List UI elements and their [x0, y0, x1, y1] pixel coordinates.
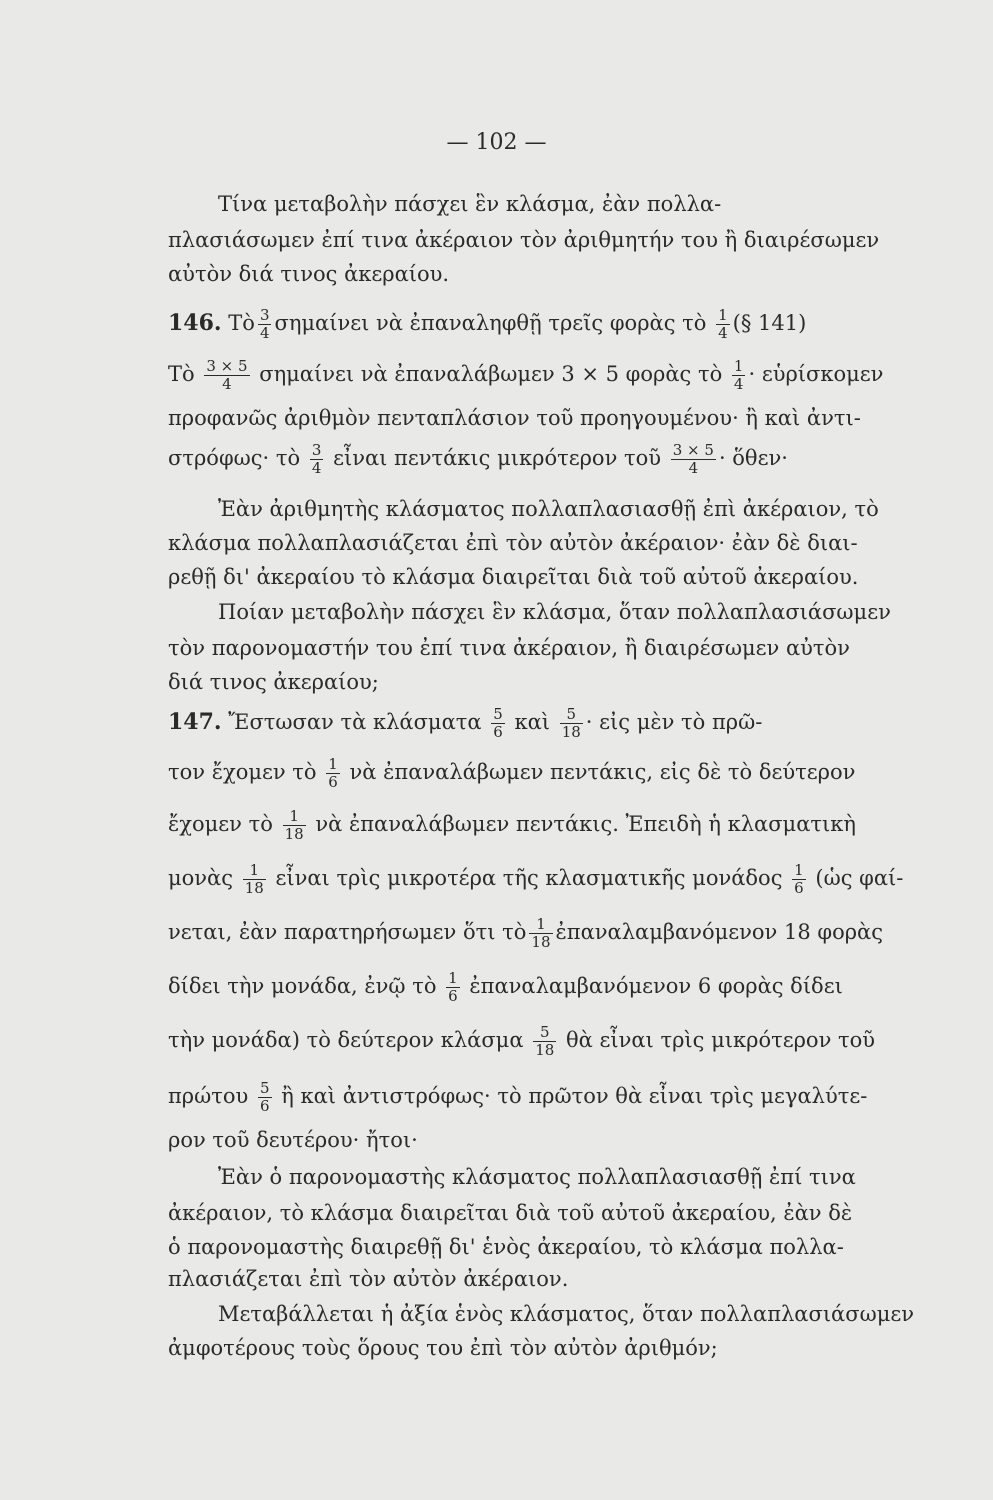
fraction [560, 706, 583, 741]
text-line [168, 1126, 880, 1154]
question-line [168, 634, 880, 662]
denominator: 4 [733, 375, 744, 393]
section-147-line [168, 706, 880, 741]
text: ἢ καὶ ἀντιστρόφως· τὸ πρῶτον θὰ εἶναι τρὶς μεγαλύτε- [281, 1084, 868, 1108]
text: Τὸ [228, 311, 255, 335]
denominator: 4 [671, 459, 716, 477]
numerator: 5 [260, 1079, 270, 1097]
numerator: 3 [311, 441, 322, 459]
question-line [168, 598, 930, 626]
text: πλασιάσωμεν ἐπί τινα ἀκέραιον τὸν ἀριθμητήν του ἢ διαιρέσωμεν [168, 228, 880, 252]
question-line [168, 1300, 930, 1328]
numerator: 1 [328, 755, 338, 773]
text: (§ 141) [732, 311, 807, 335]
denominator: 18 [284, 825, 304, 843]
section-146-line [168, 307, 880, 342]
text: ρεθῇ δι' ἀκεραίου τὸ κλάσμα διαιρεῖται διὰ τοῦ αὐτοῦ ἀκεραίου. [168, 565, 859, 589]
denominator: 6 [448, 987, 458, 1005]
denominator: 18 [535, 1041, 555, 1059]
text: νὰ ἐπαναλάβωμεν πεντάκις, εἰς δὲ τὸ δεύτερον [349, 760, 856, 784]
text-line [168, 1080, 880, 1115]
page-number: — 102 — [446, 130, 547, 155]
text: · ὅθεν· [718, 446, 788, 470]
text: τὴν μονάδα) τὸ δεύτερον κλάσμα [168, 1028, 524, 1052]
denominator: 18 [531, 933, 551, 951]
text: Ἐὰν ὁ παρονομαστὴς κλάσματος πολλαπλασιασθῇ ἐπί τινα [218, 1165, 856, 1189]
denominator: 6 [328, 773, 338, 791]
text: δίδει τὴν μονάδα, ἐνῷ τὸ [168, 974, 437, 998]
numerator: 1 [718, 306, 728, 324]
numerator: 5 [493, 705, 503, 723]
text: ἔχομεν τὸ [168, 812, 273, 836]
text-line [168, 756, 880, 791]
denominator: 6 [493, 723, 503, 741]
text: αὐτὸν διά τινος ἀκεραίου. [168, 262, 450, 286]
denominator: 6 [260, 1097, 270, 1115]
section-number: 146. [168, 310, 222, 336]
text: ὁ παρονομαστὴς διαιρεθῇ δι' ἑνὸς ἀκεραίου, τὸ κλάσμα πολλα- [168, 1235, 844, 1259]
fraction [310, 442, 324, 477]
rule-line [168, 563, 880, 591]
text: Μεταβάλλεται ἡ ἀξία ἑνὸς κλάσματος, ὅταν πολλαπλασιάσωμεν [218, 1302, 914, 1326]
text: · εὑρίσκομεν [748, 362, 884, 386]
text: Ἐὰν ἀριθμητὴς κλάσματος πολλαπλασιασθῇ ἐπὶ ἀκέραιον, τὸ [218, 497, 879, 521]
denominator: 4 [311, 459, 322, 477]
text: Ἔστωσαν τὰ κλάσματα [228, 710, 482, 734]
text: εἶναι πεντάκις μικρότερον τοῦ [333, 446, 662, 470]
numerator: 1 [448, 969, 458, 987]
text: καὶ [514, 710, 551, 734]
fraction [204, 358, 249, 393]
rule-line [168, 1163, 930, 1191]
fraction [283, 808, 306, 843]
numerator: 3 [259, 306, 270, 324]
fraction [243, 862, 266, 897]
fraction [792, 862, 806, 897]
text: ἀκέραιον, τὸ κλάσμα διαιρεῖται διὰ τοῦ αὐτοῦ ἀκεραίου, ἐὰν δὲ [168, 1201, 853, 1225]
text-line [168, 442, 880, 477]
question-line [168, 668, 880, 696]
numerator: 1 [794, 861, 804, 879]
text: προφανῶς ἀριθμὸν πενταπλάσιον τοῦ προηγουμένου· ἢ καὶ ἀντι- [168, 406, 861, 430]
text-line [168, 861, 904, 897]
fraction [258, 1080, 272, 1115]
text: νεται, ἐὰν παρατηρήσωμεν ὅτι τὸ [168, 920, 527, 944]
numerator: 1 [289, 807, 299, 825]
denominator: 4 [204, 375, 249, 393]
text-line [168, 808, 880, 843]
text: νὰ ἐπαναλάβωμεν πεντάκις. Ἐπειδὴ ἡ κλασματικὴ [315, 812, 856, 836]
rule-line [168, 529, 880, 557]
text: εἶναι τρὶς μικροτέρα τῆς κλασματικῆς μονάδος [275, 866, 783, 890]
text: ἐπαναλαμβανόμενον 6 φορὰς δίδει [469, 974, 843, 998]
text: τον ἔχομεν τὸ [168, 760, 317, 784]
text-line [168, 970, 880, 1005]
text: Τίνα μεταβολὴν πάσχει ἓν κλάσμα, ἐὰν πολλα- [218, 192, 722, 216]
denominator: 4 [718, 324, 728, 342]
text: (ὡς φαί- [815, 866, 904, 890]
denominator: 18 [244, 879, 264, 897]
text: ἀμφοτέρους τοὺς ὅρους του ἐπὶ τὸν αὐτὸν ἀριθμόν; [168, 1336, 718, 1360]
numerator: 1 [536, 915, 546, 933]
numerator: 3 × 5 [672, 441, 714, 459]
text: τὸν παρονομαστήν του ἐπί τινα ἀκέραιον, ἢ διαιρέσωμεν αὐτὸν [168, 636, 850, 660]
section-number: 147. [168, 709, 222, 735]
text: πρώτου [168, 1084, 249, 1108]
fraction [671, 442, 716, 477]
denominator: 18 [561, 723, 581, 741]
numerator: 1 [733, 357, 744, 375]
text: κλάσμα πολλαπλασιάζεται ἐπὶ τὸν αὐτὸν ἀκέραιον· ἐὰν δὲ διαι- [168, 531, 858, 555]
text-line [168, 404, 880, 432]
text: σημαίνει νὰ ἐπαναληφθῇ τρεῖς φορὰς τὸ [274, 311, 707, 335]
fraction [446, 970, 460, 1005]
fraction [491, 706, 505, 741]
fraction [529, 916, 552, 951]
numerator: 5 [566, 705, 577, 723]
numerator: 1 [249, 861, 259, 879]
question-line [168, 190, 930, 218]
fraction [533, 1024, 556, 1059]
fraction [258, 307, 272, 342]
fraction [732, 358, 746, 393]
text: μονὰς [168, 866, 233, 890]
text: διά τινος ἀκεραίου; [168, 670, 379, 694]
text: πλασιάζεται ἐπὶ τὸν αὐτὸν ἀκέραιον. [168, 1267, 569, 1291]
rule-line [168, 1233, 880, 1261]
text: ἐπαναλαμβανόμενον 18 φορὰς [555, 920, 883, 944]
question-line [168, 226, 880, 254]
rule-line [168, 1199, 880, 1227]
rule-line [168, 1265, 880, 1293]
text: θὰ εἶναι τρὶς μικρότερον τοῦ [565, 1028, 876, 1052]
question-line [168, 260, 880, 288]
text: σημαίνει νὰ ἐπαναλάβωμεν 3 × 5 φορὰς τὸ [259, 362, 723, 386]
text: Τὸ [168, 362, 195, 386]
numerator: 5 [539, 1023, 550, 1041]
numerator: 3 × 5 [206, 357, 248, 375]
denominator: 4 [259, 324, 270, 342]
text: ρον τοῦ δευτέρου· ἤτοι· [168, 1128, 418, 1152]
text: στρόφως· τὸ [168, 446, 301, 470]
text: · εἰς μὲν τὸ πρῶ- [585, 710, 763, 734]
fraction [326, 756, 340, 791]
text: Ποίαν μεταβολὴν πάσχει ἓν κλάσμα, ὅταν πολλαπλασιάσωμεν [218, 600, 891, 624]
fraction [716, 307, 730, 342]
text-line [168, 915, 883, 951]
denominator: 6 [794, 879, 804, 897]
text-line [168, 1024, 880, 1059]
text-line [168, 357, 884, 393]
question-line [168, 1334, 880, 1362]
rule-line [168, 495, 930, 523]
